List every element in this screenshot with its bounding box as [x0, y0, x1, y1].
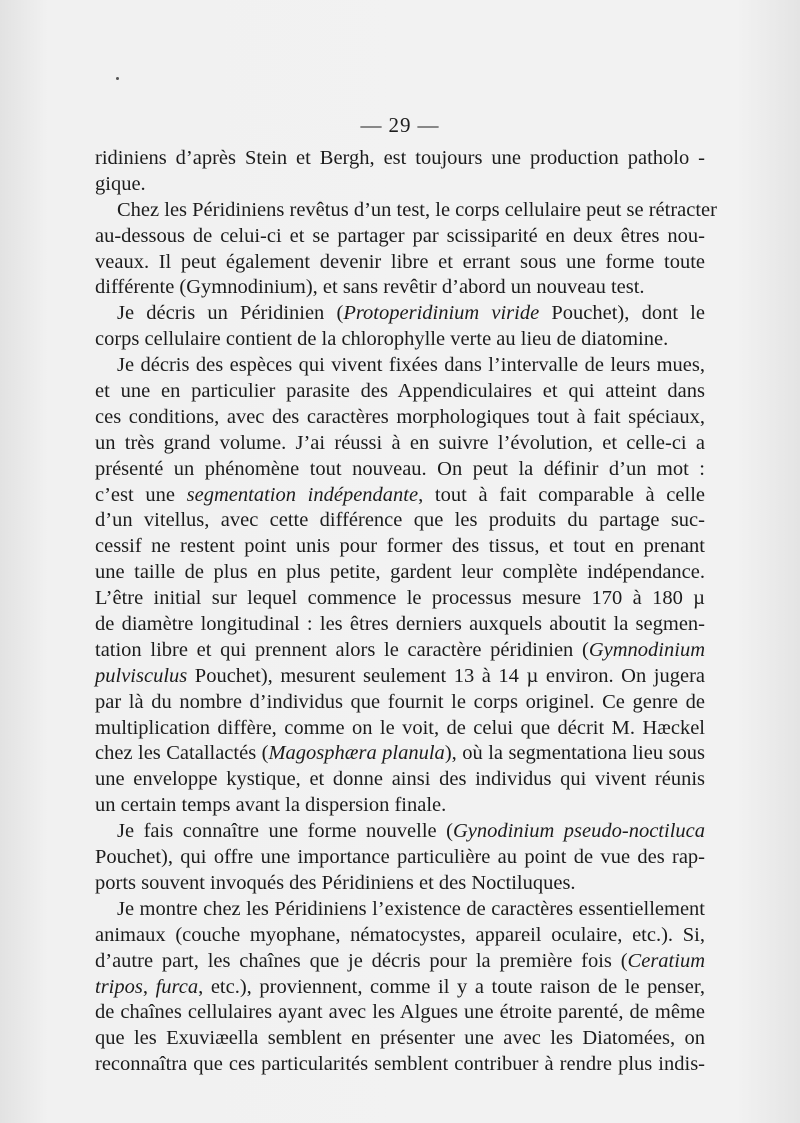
text-line: présenté un phénomène tout nouveau. On peut la définir d’un mot :	[95, 457, 705, 480]
text-run: Je fais connaître une forme nouvelle (	[117, 820, 453, 843]
text-line: corps cellulaire contient de la chlorophylle verte au lieu de diatomine.	[95, 328, 669, 351]
text-line: veaux. Il peut également devenir libre et errant sous une forme toute	[95, 250, 705, 273]
text-run: ), où la segmentationa lieu sous	[444, 742, 705, 765]
text-line	[95, 483, 705, 509]
text-line: Chez les Péridiniens revêtus d’un test, le corps cellulaire peut se rétracter	[117, 198, 717, 221]
text-line: ces conditions, avec des caractères morphologiques tout à fait spéciaux,	[95, 405, 705, 428]
italic-term: pulvisculus	[95, 664, 188, 687]
text-line: Pouchet), qui offre une importance particulière au point de vue des rap-	[95, 846, 705, 869]
text-run: ,	[142, 975, 156, 998]
text-line: par là du nombre d’individus que fournit le corps originel. Ce genre de	[95, 690, 705, 713]
text-line: de chaînes cellulaires ayant avec les Algues une étroite parenté, de même	[95, 1001, 705, 1024]
italic-term: tripos	[95, 975, 143, 998]
text-line	[95, 819, 705, 845]
text-line	[95, 949, 705, 975]
text-line: reconnaîtra que ces particularités semblent contribuer à rendre plus indis-	[95, 1053, 705, 1076]
text-line: gique.	[95, 172, 146, 195]
text-line: L’être initial sur lequel commence le processus mesure 170 à 180 µ	[95, 587, 705, 610]
text-run: tation libre et qui prennent alors le caractère péridinien (	[95, 638, 589, 661]
text-line	[95, 741, 705, 767]
text-line: une enveloppe kystique, et donne ainsi des individus qui vivent réunis	[95, 768, 705, 791]
text-line: un certain temps avant la dispersion finale.	[95, 794, 447, 817]
text-line: Je montre chez les Péridiniens l’existence de caractères essentiellement	[117, 897, 705, 920]
body-text	[95, 146, 717, 1078]
italic-term: Gymnodinium	[588, 638, 705, 661]
text-line: un très grand volume. J’ai réussi à en suivre l’évolution, et celle-ci a	[95, 431, 705, 454]
text-run: Pouchet), dont le	[539, 302, 705, 325]
text-line: de diamètre longitudinal : les êtres derniers auxquels aboutit la segmen-	[95, 613, 705, 636]
text-line: Je décris des espèces qui vivent fixées dans l’intervalle de leurs mues,	[117, 354, 705, 377]
italic-term: segmentation indépendante	[186, 483, 419, 506]
text-line: et une en particulier parasite des Appendiculaires et qui atteint dans	[95, 380, 705, 403]
text-run: d’autre part, les chaînes que je décris pour la première fois (	[95, 949, 628, 972]
text-line	[95, 638, 705, 664]
text-line: d’un vitellus, avec cette différence que les produits du partage suc-	[95, 509, 705, 532]
text-line: animaux (couche myophane, nématocystes, appareil oculaire, etc.). Si,	[95, 923, 705, 946]
italic-term: Protoperidinium viride	[343, 302, 540, 325]
text-line: ports souvent invoqués des Péridiniens et des Noctiluques.	[95, 871, 576, 894]
text-run: , tout à fait comparable à celle	[418, 483, 705, 506]
text-run: chez les Catallactés (	[95, 742, 269, 765]
page-number	[0, 113, 800, 138]
italic-term: Magosphæra planula	[268, 742, 445, 765]
text-run: , etc.), proviennent, comme il y a toute raison de le penser,	[198, 975, 705, 998]
text-line: que les Exuviæella semblent en présenter une avec les Diatomées, on	[95, 1027, 705, 1050]
italic-term: Gynodinium pseudo-noctiluca	[452, 820, 705, 843]
italic-term: furca	[155, 975, 199, 998]
folio-dash-left: —	[360, 113, 383, 137]
text-run: Je décris un Péridinien (	[117, 302, 344, 325]
text-line: au-dessous de celui-ci et se partager par scissiparité en deux êtres nou-	[95, 224, 705, 247]
folio-number: 29	[388, 113, 412, 137]
text-line	[95, 975, 705, 1001]
ink-speck	[116, 77, 119, 80]
text-line: cessif ne restent point unis pour former des tissus, et tout en prenant	[95, 535, 705, 558]
text-line	[95, 301, 705, 327]
folio-dash-right: —	[417, 113, 440, 137]
text-line: une taille de plus en plus petite, gardent leur complète indépendance.	[95, 561, 705, 584]
text-line	[95, 664, 705, 690]
italic-term: Ceratium	[627, 949, 705, 972]
text-line: différente (Gymnodinium), et sans revêtir d’abord un nouveau test.	[95, 276, 645, 299]
text-run: c’est une	[95, 483, 187, 506]
text-line: multiplication diffère, comme on le voit, de celui que décrit M. Hæckel	[95, 716, 705, 739]
text-run: Pouchet), mesurent seulement 13 à 14 µ environ. On jugera	[187, 664, 705, 687]
text-line: ridiniens d’après Stein et Bergh, est toujours une production patholo -	[95, 147, 705, 169]
